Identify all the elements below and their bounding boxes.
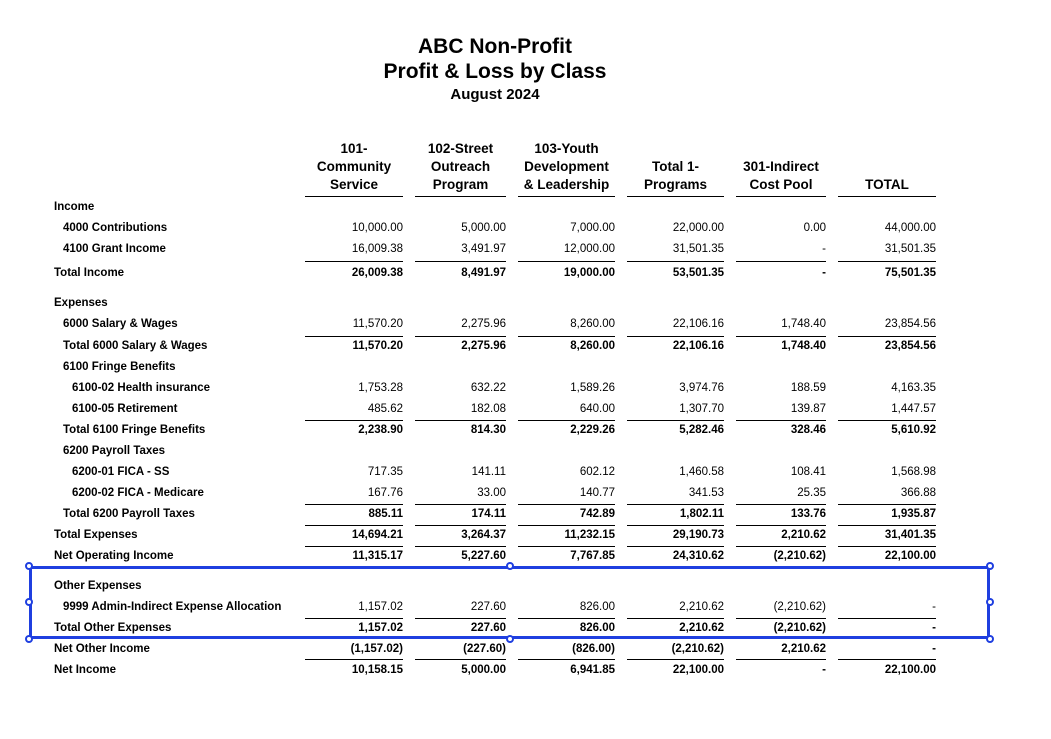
group-header: 6200 Payroll Taxes bbox=[63, 445, 166, 457]
section-header-other-expenses: Other Expenses bbox=[54, 580, 142, 592]
column-header-301: 301-Indirect Cost Pool bbox=[743, 159, 819, 192]
total-row[interactable]: Total Expenses 14,694.21 3,264.37 11,232.15 29,190.73 2,210.62 31,401.35 bbox=[54, 529, 936, 541]
resize-handle-right[interactable] bbox=[986, 598, 994, 606]
table-row[interactable]: 6200-01 FICA - SS 717.35 141.11 602.12 1,460.58 108.41 1,568.98 bbox=[72, 466, 936, 478]
selection-box[interactable] bbox=[29, 566, 990, 639]
total-rule bbox=[305, 261, 403, 262]
total-row[interactable]: Total 6100 Fringe Benefits 2,238.90 814.30 2,229.26 5,282.46 328.46 5,610.92 bbox=[63, 424, 936, 436]
report-period: August 2024 bbox=[450, 86, 540, 103]
resize-handle-bottom[interactable] bbox=[506, 635, 514, 643]
column-header-total-programs: Total 1- Programs bbox=[643, 159, 708, 192]
resize-handle-top[interactable] bbox=[506, 562, 514, 570]
resize-handle-left[interactable] bbox=[25, 598, 33, 606]
table-row[interactable]: 6100-02 Health insurance 1,753.28 632.22 1,589.26 3,974.76 188.59 4,163.35 bbox=[72, 382, 936, 394]
group-header: 6100 Fringe Benefits bbox=[63, 361, 176, 373]
total-rule bbox=[736, 261, 826, 262]
total-row[interactable]: Total 6000 Salary & Wages 11,570.20 2,275.96 8,260.00 22,106.16 1,748.40 23,854.56 bbox=[63, 340, 936, 352]
column-header-102: 102-Street Outreach Program bbox=[427, 141, 494, 192]
total-rule bbox=[838, 261, 936, 262]
section-header-expenses: Expenses bbox=[54, 297, 108, 309]
column-header-103: 103-Youth Development & Leadership bbox=[523, 141, 610, 192]
total-row[interactable]: Net Income 10,158.15 5,000.00 6,941.85 22,100.00 - 22,100.00 bbox=[54, 664, 936, 676]
total-row[interactable]: Total Income 26,009.38 8,491.97 19,000.00 53,501.35 - 75,501.35 bbox=[54, 267, 936, 279]
resize-handle-bottom-right[interactable] bbox=[986, 635, 994, 643]
table-row[interactable]: 6100-05 Retirement 485.62 182.08 640.00 1,307.70 139.87 1,447.57 bbox=[72, 403, 936, 415]
total-rule bbox=[627, 261, 724, 262]
resize-handle-top-right[interactable] bbox=[986, 562, 994, 570]
table-row[interactable]: 4000 Contributions 10,000.00 5,000.00 7,000.00 22,000.00 0.00 44,000.00 bbox=[63, 222, 936, 234]
total-row[interactable]: Total Other Expenses 1,157.02 227.60 826.00 2,210.62 (2,210.62) - bbox=[54, 622, 936, 634]
total-rule bbox=[518, 261, 615, 262]
column-header-101: 101- Community Service bbox=[316, 141, 392, 192]
total-row[interactable]: Net Operating Income 11,315.17 5,227.60 7,767.85 24,310.62 (2,210.62) 22,100.00 bbox=[54, 550, 936, 562]
column-header-total: TOTAL bbox=[865, 177, 909, 192]
report-title: Profit & Loss by Class bbox=[383, 60, 607, 83]
section-header-income: Income bbox=[54, 201, 95, 213]
total-row[interactable]: Total 6200 Payroll Taxes 885.11 174.11 742.89 1,802.11 133.76 1,935.87 bbox=[63, 508, 936, 520]
total-rule bbox=[415, 261, 506, 262]
total-row[interactable]: Net Other Income (1,157.02) (227.60) (826.00) (2,210.62) 2,210.62 - bbox=[54, 643, 936, 655]
table-row[interactable]: 6200-02 FICA - Medicare 167.76 33.00 140.77 341.53 25.35 366.88 bbox=[72, 487, 936, 499]
resize-handle-top-left[interactable] bbox=[25, 562, 33, 570]
company-name: ABC Non-Profit bbox=[418, 35, 572, 58]
table-row[interactable]: 4100 Grant Income 16,009.38 3,491.97 12,000.00 31,501.35 - 31,501.35 bbox=[63, 243, 936, 255]
table-row[interactable]: 9999 Admin-Indirect Expense Allocation 1,157.02 227.60 826.00 2,210.62 (2,210.62) - bbox=[63, 601, 936, 613]
resize-handle-bottom-left[interactable] bbox=[25, 635, 33, 643]
table-row[interactable]: 6000 Salary & Wages 11,570.20 2,275.96 8,260.00 22,106.16 1,748.40 23,854.56 bbox=[63, 318, 936, 330]
